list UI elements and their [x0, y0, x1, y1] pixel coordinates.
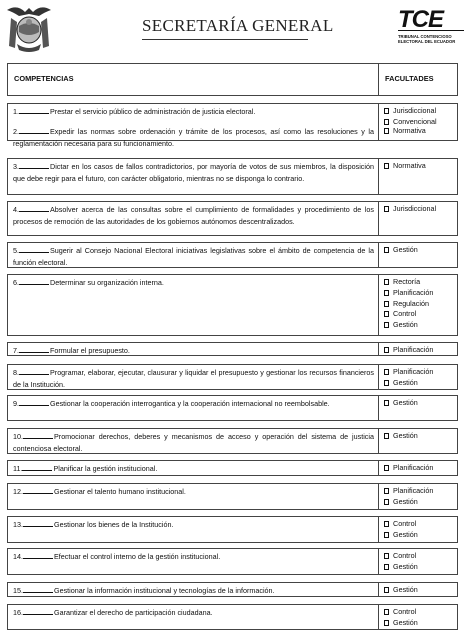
facultades-list	[384, 161, 456, 172]
facultad-label: Planificación	[393, 287, 434, 297]
facultad-label: Planificación	[393, 367, 434, 376]
facultad-item	[384, 398, 456, 409]
facultad-item	[384, 551, 456, 562]
competencia-number: 1.	[13, 107, 19, 116]
blank-line	[23, 607, 53, 615]
facultad-item	[384, 378, 456, 389]
competencia-description: Determinar su organización interna.	[50, 278, 164, 287]
facultad-label: Normativa	[393, 161, 426, 170]
facultad-checkbox[interactable]	[384, 108, 389, 114]
tce-logo	[398, 6, 464, 50]
blank-line	[23, 486, 53, 494]
facultades-list	[384, 126, 456, 137]
competencia-text	[13, 431, 374, 454]
competencia-description: Efectuar el control interno de la gestión institucional.	[54, 552, 221, 561]
competencia-description: Promocionar derechos, deberes y mecanismos de acceso y operación del sistema de justicia contenciosa electoral.	[13, 432, 374, 453]
facultad-label: Gestión	[393, 320, 418, 330]
page-header	[0, 0, 473, 58]
competencia-description: Gestionar los bienes de la Institución.	[54, 520, 174, 529]
facultad-item	[384, 204, 456, 215]
competencia-number: 11.	[13, 464, 23, 473]
competencia-number: 6.	[13, 278, 19, 287]
facultad-label: Gestión	[393, 617, 418, 627]
facultades-list	[384, 398, 456, 409]
facultades-list	[384, 106, 456, 128]
competencia-description: Formular el presupuesto.	[50, 346, 130, 355]
competencia-text	[13, 245, 374, 268]
facultades-list	[384, 585, 456, 596]
competencia-number: 3.	[13, 162, 19, 171]
facultad-item	[384, 607, 456, 618]
competencia-number: 13.	[13, 520, 23, 529]
facultades-list	[384, 519, 456, 541]
facultad-checkbox[interactable]	[384, 587, 389, 593]
competencia-number: 14.	[13, 552, 23, 561]
facultad-label: Control	[393, 607, 417, 616]
facultad-item	[384, 161, 456, 172]
facultades-header-cell	[378, 63, 458, 96]
competencia-text	[13, 345, 374, 357]
competencia-description: Expedir las normas sobre ordenación y trámite de los procesos, así como las resoluciones y la reglamentación necesaria para su funcionamiento.	[13, 127, 374, 148]
competencia-text	[13, 519, 374, 531]
facultad-label: Gestión	[393, 585, 418, 594]
competencia-text	[13, 161, 374, 184]
facultad-label: Convencional	[393, 116, 437, 126]
facultad-checkbox[interactable]	[384, 433, 389, 439]
competencias-header: COMPETENCIAS	[14, 74, 74, 83]
facultad-item	[384, 288, 456, 299]
blank-line	[19, 204, 49, 212]
blank-line	[19, 245, 49, 253]
facultad-label: Regulación	[393, 298, 429, 308]
facultad-item	[384, 618, 456, 629]
competencia-description: Prestar el servicio público de administración de justicia electoral.	[50, 107, 256, 116]
facultad-checkbox[interactable]	[384, 564, 389, 570]
facultades-list	[384, 431, 456, 442]
competencia-description: Garantizar el derecho de participación ciudadana.	[54, 608, 213, 617]
facultad-checkbox[interactable]	[384, 380, 389, 386]
competencia-text	[13, 398, 374, 410]
logo-subtitle-line-1: TRIBUNAL CONTENCIOSO	[398, 34, 452, 39]
facultad-checkbox[interactable]	[384, 499, 389, 505]
blank-line	[23, 519, 53, 527]
facultad-checkbox[interactable]	[384, 465, 389, 471]
competencia-text	[13, 585, 374, 597]
facultad-label: Normativa	[393, 126, 426, 135]
facultad-checkbox[interactable]	[384, 322, 389, 328]
facultad-checkbox[interactable]	[384, 532, 389, 538]
competencia-description: Planificar la gestión institucional.	[53, 464, 158, 473]
facultad-item	[384, 245, 456, 256]
blank-line	[19, 277, 49, 285]
competencia-text	[13, 486, 374, 498]
competencia-description: Gestionar la cooperación interrogantica y la cooperación internacional no reembolsable.	[50, 399, 330, 408]
competencia-number: 8.	[13, 368, 19, 377]
competencia-text	[13, 551, 374, 563]
facultad-item	[384, 106, 456, 117]
competencia-description: Dictar en los casos de fallos contradictorios, por mayoría de votos de sus miembros, la disposición que debe regir para el futuro, con carácter obligatorio, mientras no se disponga lo contrario.	[13, 162, 374, 183]
competencia-text	[13, 463, 374, 475]
facultad-checkbox[interactable]	[384, 279, 389, 285]
facultad-label: Gestión	[393, 431, 418, 440]
facultades-header: FACULTADES	[385, 74, 434, 83]
facultad-item	[384, 530, 456, 541]
logo-divider	[398, 30, 464, 31]
blank-line	[19, 367, 49, 375]
facultad-checkbox[interactable]	[384, 247, 389, 253]
competencia-text	[13, 367, 374, 390]
competencia-number: 9.	[13, 399, 19, 408]
facultades-list	[384, 367, 456, 389]
facultad-item	[384, 519, 456, 530]
blank-line	[19, 106, 49, 114]
facultad-label: Planificación	[393, 345, 434, 354]
facultad-label: Planificación	[393, 463, 434, 472]
facultades-list	[384, 463, 456, 474]
blank-line	[19, 161, 49, 169]
competencia-description: Sugerir al Consejo Nacional Electoral iniciativas legislativas sobre el ámbito de competencia de la función electoral.	[13, 246, 374, 267]
competencia-number: 12.	[13, 487, 23, 496]
facultad-checkbox[interactable]	[384, 119, 389, 125]
competencia-text	[13, 126, 374, 149]
facultad-label: Control	[393, 309, 417, 319]
facultad-item	[384, 309, 456, 320]
facultad-item	[384, 463, 456, 474]
facultad-checkbox[interactable]	[384, 290, 389, 296]
facultad-item	[384, 585, 456, 596]
facultad-label: Gestión	[393, 245, 418, 254]
facultad-item	[384, 320, 456, 331]
logo-mark: TCE	[398, 6, 443, 33]
competencia-number: 5.	[13, 246, 19, 255]
blank-line	[23, 431, 53, 439]
blank-line	[19, 126, 49, 134]
facultad-item	[384, 126, 456, 137]
logo-subtitle	[398, 34, 464, 44]
competencia-description: Absolver acerca de las consultas sobre el cumplimiento de formalidades y procedimiento de los procesos de remoción de las autoridades de los gobiernos autónomos descentralizados.	[13, 205, 374, 226]
facultad-checkbox[interactable]	[384, 206, 389, 212]
facultad-label: Jurisdiccional	[393, 106, 437, 115]
competencia-text	[13, 106, 374, 118]
competencia-text	[13, 204, 374, 227]
facultades-list	[384, 245, 456, 256]
competencia-description: Gestionar la información institucional y tecnologías de la información.	[54, 586, 275, 595]
title-underline	[142, 39, 308, 40]
facultad-label: Gestión	[393, 377, 418, 387]
competencia-description: Programar, elaborar, ejecutar, clausurar y liquidar el presupuesto y gestionar los recursos financieros de la Institución.	[13, 368, 374, 389]
facultades-list	[384, 277, 456, 331]
competencia-number: 16.	[13, 608, 23, 617]
page-title: SECRETARÍA GENERAL	[142, 16, 334, 35]
facultad-checkbox[interactable]	[384, 521, 389, 527]
facultad-item	[384, 345, 456, 356]
facultades-list	[384, 607, 456, 629]
facultad-checkbox[interactable]	[384, 128, 389, 134]
facultad-checkbox[interactable]	[384, 301, 389, 307]
competencia-number: 15.	[13, 586, 23, 595]
facultades-list	[384, 551, 456, 573]
coat-of-arms-emblem	[3, 2, 55, 54]
facultades-list	[384, 345, 456, 356]
facultad-checkbox[interactable]	[384, 620, 389, 626]
facultad-label: Gestión	[393, 529, 418, 539]
facultad-checkbox[interactable]	[384, 163, 389, 169]
blank-line	[19, 345, 49, 353]
facultad-item	[384, 367, 456, 378]
facultad-checkbox[interactable]	[384, 311, 389, 317]
blank-line	[22, 463, 52, 471]
competencia-number: 10.	[13, 432, 23, 441]
facultades-list	[384, 486, 456, 508]
facultad-label: Control	[393, 519, 417, 528]
facultad-checkbox[interactable]	[384, 553, 389, 559]
competencia-number: 7.	[13, 346, 19, 355]
facultad-item	[384, 562, 456, 573]
blank-line	[23, 585, 53, 593]
logo-subtitle-line-2: ELECTORAL DEL ECUADOR	[398, 39, 456, 44]
competencia-number: 4.	[13, 205, 19, 214]
facultad-label: Gestión	[393, 496, 418, 506]
facultad-item	[384, 299, 456, 310]
facultad-label: Rectoría	[393, 277, 421, 286]
competencia-description: Gestionar el talento humano institucional.	[54, 487, 186, 496]
competencias-header-cell	[7, 63, 379, 96]
facultad-item	[384, 277, 456, 288]
facultad-checkbox[interactable]	[384, 609, 389, 615]
facultad-item	[384, 486, 456, 497]
competencia-text	[13, 277, 374, 289]
competencia-text	[13, 607, 374, 619]
facultad-label: Gestión	[393, 561, 418, 571]
facultades-list	[384, 204, 456, 215]
facultad-checkbox[interactable]	[384, 347, 389, 353]
facultad-checkbox[interactable]	[384, 369, 389, 375]
facultad-item	[384, 497, 456, 508]
facultad-label: Jurisdiccional	[393, 204, 437, 213]
facultad-checkbox[interactable]	[384, 400, 389, 406]
blank-line	[23, 551, 53, 559]
facultad-checkbox[interactable]	[384, 488, 389, 494]
facultad-label: Planificación	[393, 486, 434, 495]
facultad-label: Gestión	[393, 398, 418, 407]
facultad-item	[384, 431, 456, 442]
competencia-number: 2.	[13, 127, 19, 136]
blank-line	[19, 398, 49, 406]
facultad-label: Control	[393, 551, 417, 560]
